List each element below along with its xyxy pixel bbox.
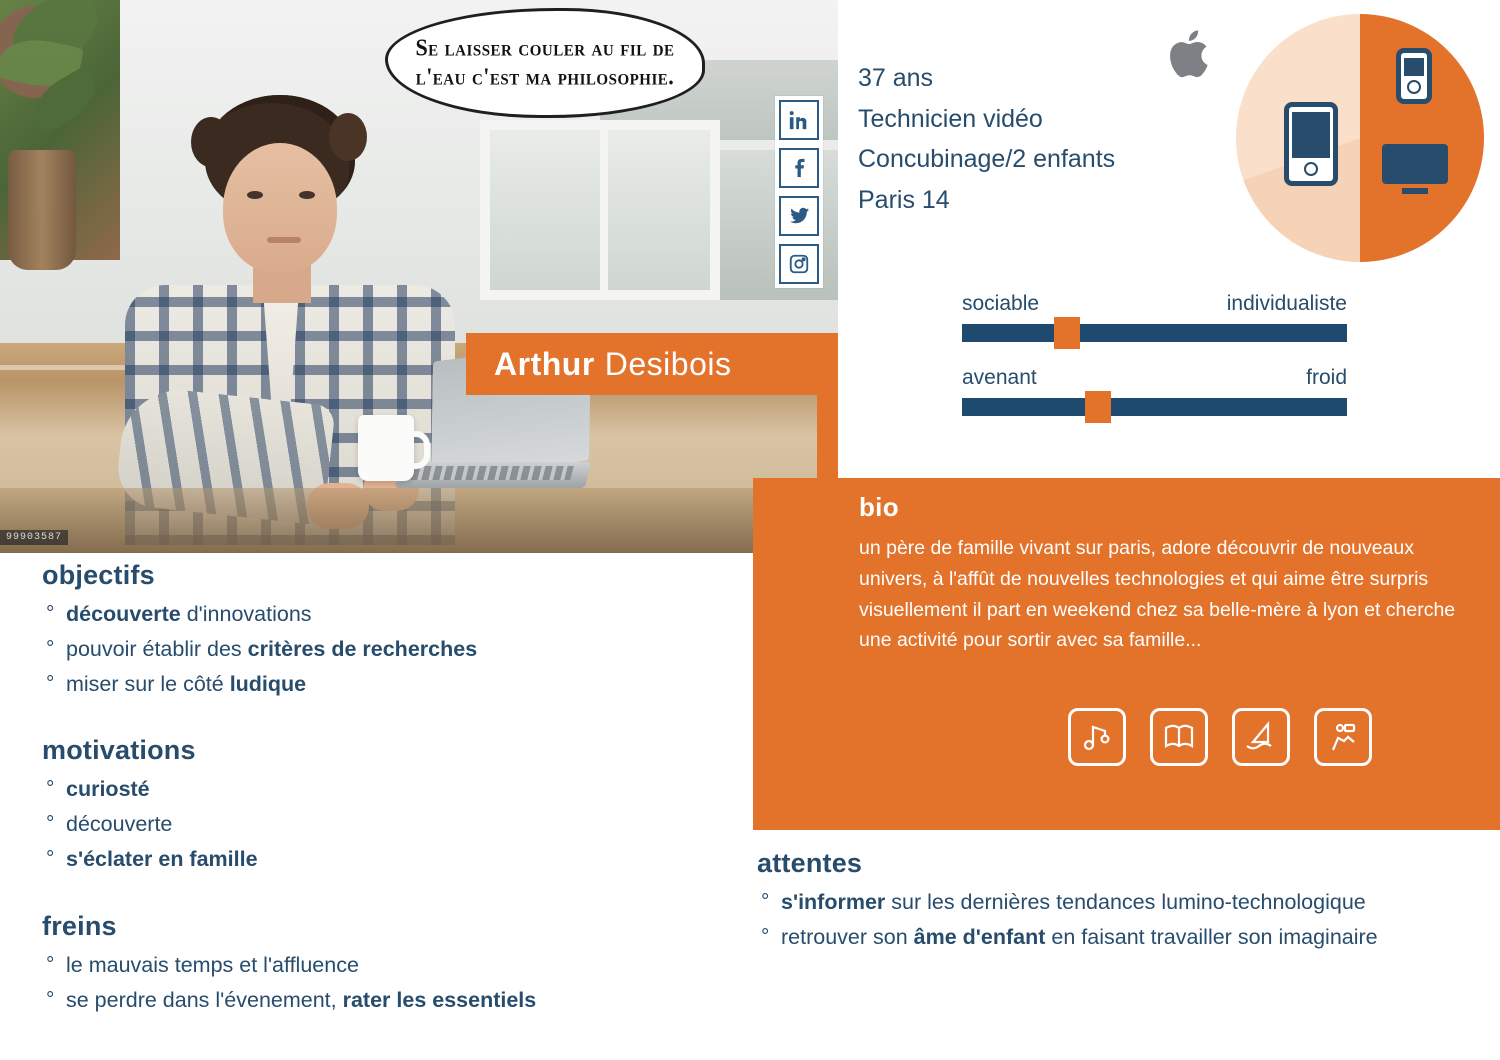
photography-icon [1314, 708, 1372, 766]
book-icon [1150, 708, 1208, 766]
slider-right-label: froid [1306, 366, 1347, 389]
objectifs-list [42, 597, 712, 701]
slider-sociable-individualiste[interactable] [962, 292, 1347, 342]
list-item: ° miser sur le côté ludique [42, 667, 712, 702]
smartphone-icon [1284, 102, 1338, 186]
slider-track[interactable] [962, 324, 1347, 342]
vase [8, 150, 76, 270]
identity-location: Paris 14 [858, 185, 950, 214]
apple-logo-icon [1168, 26, 1214, 82]
personality-sliders [962, 292, 1347, 440]
quote-text: Se laisser couler au fil de l'eau c'est ma philosophie. [415, 34, 675, 90]
list-item: ° retrouver son âme d'enfant en faisant travailler son imaginaire [757, 920, 1477, 955]
thought-bubble [385, 8, 705, 118]
slider-track[interactable] [962, 398, 1347, 416]
social-links[interactable] [775, 96, 823, 288]
identity-age: 37 ans [858, 64, 934, 92]
music-icon [1068, 708, 1126, 766]
twitter-icon[interactable] [779, 196, 819, 236]
section-title-freins: freins [42, 910, 117, 941]
section-title-motivations: motivations [42, 735, 196, 766]
persona-first-name: Arthur [494, 345, 595, 382]
desktop-icon [1382, 144, 1448, 198]
attentes-list [757, 885, 1477, 955]
donut-slices [1236, 14, 1484, 262]
window [480, 120, 720, 300]
identity-family: Concubinage/2 enfants [858, 145, 1116, 173]
slider-left-label: avenant [962, 366, 1037, 389]
stock-photo-watermark: 99903587 [0, 530, 68, 545]
identity-block [858, 58, 1288, 220]
slider-right-label: individualiste [1226, 292, 1347, 315]
left-text-column [42, 560, 712, 1052]
bio-panel [753, 478, 1500, 830]
list-item: ° curiosté [42, 772, 712, 807]
list-item: ° se perdre dans l'évenement, rater les essentiels [42, 983, 712, 1018]
face [223, 143, 337, 273]
section-title-attentes: attentes [757, 848, 863, 878]
windsurf-icon [1232, 708, 1290, 766]
list-item: ° pouvoir établir des critères de recherches [42, 632, 712, 667]
bio-title: bio [859, 492, 899, 522]
section-title-objectifs: objectifs [42, 560, 155, 590]
facebook-icon[interactable] [779, 148, 819, 188]
eye [299, 191, 315, 199]
bio-text: un père de famille vivant sur paris, adore découvrir de nouveaux univers, à l'affût de nouvelles technologies et qui aime être surpris visuellement il part en weekend chez sa belle-mère à lyon et cherche une activité pour sortir avec sa famille... [859, 537, 1456, 652]
hobbies-row [1068, 708, 1372, 766]
laptop-keyboard [410, 466, 573, 480]
slider-avenant-froid[interactable] [962, 366, 1347, 416]
list-item: ° s'informer sur les dernières tendances lumino-technologique [757, 885, 1477, 920]
linkedin-icon[interactable] [779, 100, 819, 140]
counter-reflection [0, 488, 838, 553]
slider-thumb[interactable] [1054, 317, 1080, 349]
instagram-icon[interactable] [779, 244, 819, 284]
coffee-mug [358, 415, 414, 481]
right-text-column [757, 848, 1477, 989]
slider-thumb[interactable] [1085, 391, 1111, 423]
persona-last-name: Desibois [604, 345, 732, 382]
freins-list [42, 948, 712, 1018]
eye [247, 191, 263, 199]
device-usage-chart [1236, 14, 1484, 262]
slider-left-label: sociable [962, 292, 1040, 315]
mouth [267, 237, 301, 243]
tablet-icon [1396, 48, 1432, 104]
list-item: ° s'éclater en famille [42, 842, 712, 877]
list-item: ° le mauvais temps et l'affluence [42, 948, 712, 983]
identity-job: Technicien vidéo [858, 104, 1043, 133]
list-item: ° découverte d'innovations [42, 597, 712, 632]
persona-name [466, 333, 838, 395]
motivations-list [42, 772, 712, 876]
list-item: ° découverte [42, 807, 712, 842]
